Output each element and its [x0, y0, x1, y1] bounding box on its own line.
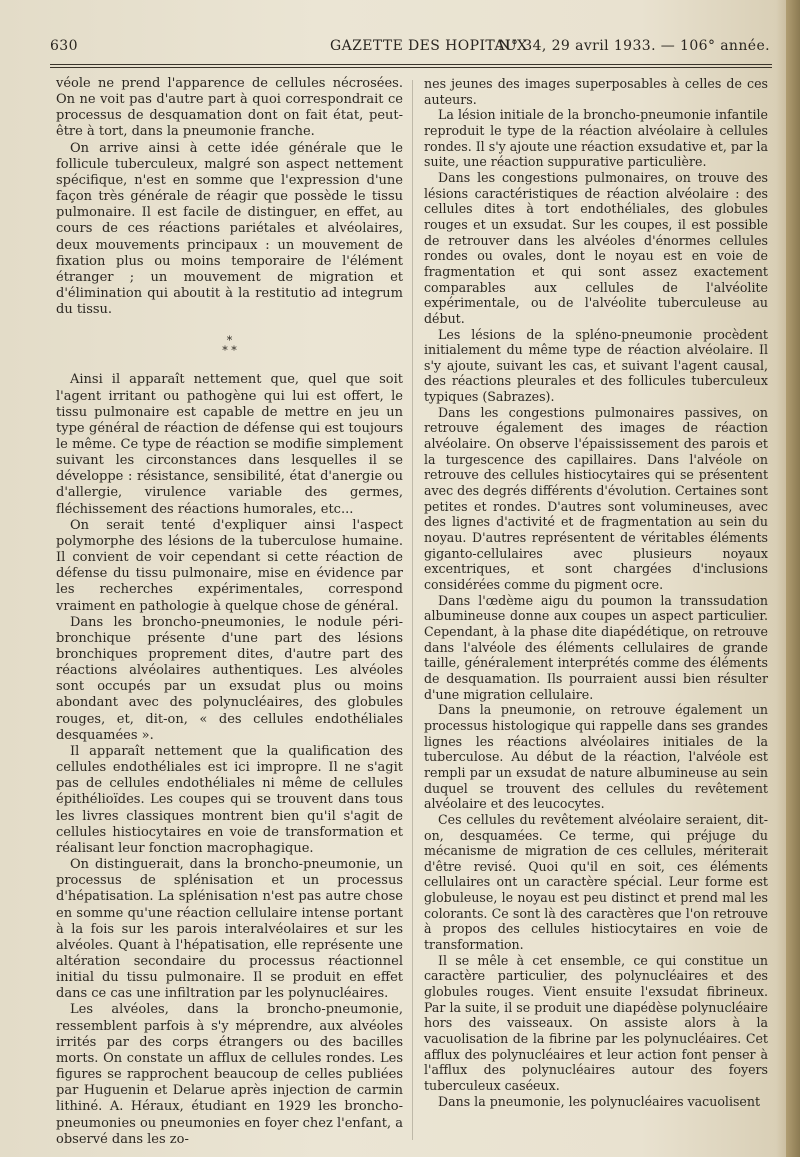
right-column [424, 76, 768, 1109]
paragraph: Les alvéoles, dans la broncho-pneumonie, ressemblent parfois à s'y méprendre, aux alvéoles irrités par des corps étrangers ou des bacilles morts. On constate un afflux de cellules rondes. Les figures se rapprochent beaucoup de celles publiées par Huguenin et Delarue après injection de carmin lithiné. A. Héraux, étudiant en 1929 les broncho-pneumonies ou pneumonies en foyer chez l'enfant, a observé dans les zo- [56, 1002, 403, 1147]
page-spine-edge [786, 0, 800, 1157]
paragraph: On serait tenté d'expliquer ainsi l'aspect polymorphe des lésions de la tuberculose humaine. Il convient de voir cependant si cette réaction de défense du tissu pulmonaire, mise en évidence par les recherches expérimentales, correspond vraiment en pathologie à quelque chose de général. [56, 517, 403, 614]
running-header [36, 38, 770, 60]
column-divider [412, 80, 413, 1140]
section-break-asterisks: * * * [222, 334, 237, 358]
paragraph: On distinguerait, dans la broncho-pneumonie, un processus de splénisation et un processus d'hépatisation. La splénisation n'est pas autre chose en somme qu'une réaction cellulaire intense portant à la fois sur les parois interalvéolaires et sur les alvéoles. Quant à l'hépatisation, elle représente une altération secondaire du processus réactionnel initial du tissu pulmonaire. Il se produit en effet dans ce cas une infiltration par les polynucléaires. [56, 857, 403, 1002]
paragraph: nes jeunes des images superposables à celles de ces auteurs. [424, 76, 768, 107]
journal-title: GAZETTE DES HOPITAUX [330, 38, 528, 54]
paragraph: Il se mêle à cet ensemble, ce qui constitue un caractère particulier, des polynucléaires et des globules rouges. Vient ensuite l'exsudat fibrineux. Par la suite, il se produit une diapédèse polynucléaire hors des vaisseaux. On assiste alors à la vacuolisation de la fibrine par les polynucléaires. Cet afflux des polynucléaires et leur action font penser à l'afflux des polynucléaires autour des foyers tuberculeux caséeux. [424, 952, 768, 1093]
left-column [56, 76, 403, 1148]
paragraph: Dans les congestions pulmonaires passives, on retrouve également des images de réaction alvéolaire. On observe l'épaississement des parois et la turgescence des capillaires. Dans l'alvéole on retrouve des cellules histiocytaires qui se présentent avec des degrés différents d'évolution. Certaines sont petites et rondes. D'autres sont volumineuses, avec des lignes d'activité et de fragmentation au sein du noyau. D'autres représentent de véritables éléments giganto-cellulaires avec plusieurs noyaux excentriques, et sont chargées d'inclusions considérées comme du pigment ocre. [424, 404, 768, 592]
paragraph: Dans la pneumonie, les polynucléaires vacuolisent [438, 1093, 761, 1109]
header-double-rule [50, 64, 772, 68]
paragraph: Il apparaît nettement que la qualification des cellules endothéliales est ici impropre. Il ne s'agit pas de cellules endothéliales ni même de cellules épithélioïdes. Les coupes qui se trouvent dans tous les livres classiques montrent bien qu'il s'agit de cellules histiocytaires en voie de transformation et réalisant leur fonction macrophagique. [56, 743, 403, 856]
paragraph: Les lésions de la spléno-pneumonie procèdent initialement du même type de réaction alvéolaire. Il s'y ajoute, suivant les cas, et suivant l'agent causal, des réactions pleurales et des follicules tuberculeux typiques (Sabrazes). [424, 326, 768, 405]
paragraph: Ainsi il apparaît nettement que, quel que soit l'agent irritant ou pathogène qui lui est offert, le tissu pulmonaire est capable de mettre en jeu un type général de réaction de défense qui est toujours le même. Ce type de réaction se modifie simplement suivant les circonstances dans lesquelles il se développe : résistance, sensibilité, état d'anergie ou d'allergie, virulence variable des germes, fléchissement des réactions humorales, etc... [56, 372, 403, 517]
paragraph: Dans l'œdème aigu du poumon la transsudation albumineuse donne aux coupes un aspect particulier. Cependant, à la phase dite diapédétique, on retrouve dans l'alvéole des éléments cellulaires de grande taille, généralement interprétés comme des éléments de desquamation. Ils pourraient aussi bien résulter d'une migration cellulaire. [424, 592, 768, 702]
paragraph: Dans la pneumonie, on retrouve également un processus histologique qui rappelle dans ses grandes lignes les réactions alvéolaires initiales de la tuberculose. Au début de la réaction, l'alvéole est rempli par un exsudat de nature albumineuse au sein duquel se trouvent des cellules du revêtement alvéolaire et des leucocytes. [424, 702, 768, 812]
paragraph: On arrive ainsi à cette idée générale que le follicule tuberculeux, malgré son aspect nettement spécifique, n'est en somme que l'expression d'une façon très générale de réagir que possède le tissu pulmonaire. Il est facile de distinguer, en effet, au cours de ces réactions pariétales et alvéolaires, deux mouvements principaux : un mouvement de fixation plus ou moins temporaire de l'élément étranger ; un mouvement de migration et d'élimination qui aboutit à la restitutio ad integrum du tissu. [56, 140, 403, 318]
page-number: 630 [50, 38, 78, 54]
paragraph: Ces cellules du revêtement alvéolaire seraient, dit-on, desquamées. Ce terme, qui préjuge du mécanisme de migration de ces cellules, mériterait d'être revisé. Quoi qu'il en soit, ces éléments cellulaires ont un caractère spécial. Leur forme est globuleuse, le noyau est peu distinct et prend mal les colorants. Ce sont là des caractères que l'on retrouve à propos des cellules histiocytaires en voie de transformation. [424, 811, 768, 953]
issue-info: N° 34, 29 avril 1933. — 106° année. [498, 38, 770, 54]
paragraph: La lésion initiale de la broncho-pneumonie infantile reproduit le type de la réaction alvéolaire à cellules rondes. Il s'y ajoute une réaction exsudative et, par la suite, une réaction suppurative particulière. [424, 107, 768, 170]
paragraph: Dans les broncho-pneumonies, le nodule péri-bronchique présente d'une part des lésions bronchiques proprement dites, d'autre part des réactions alvéolaires authentiques. Les alvéoles sont occupés par un exsudat plus ou moins abondant avec des polynucléaires, des globules rouges, et, dit-on, « des cellules endothéliales desquamées ». [56, 614, 403, 743]
paragraph: Dans les congestions pulmonaires, on trouve des lésions caractéristiques de réaction alvéolaire : des cellules dites à tort endothéliales, des globules rouges et un exsudat. Sur les coupes, il est possible de retrouver dans les alvéoles d'énormes cellules rondes ou ovales, dont le noyau est en voie de fragmentation et qui sont assez exactement comparables aux cellules de l'alvéolite expérimentale, ou de l'alvéolite tuberculeuse au début. [424, 169, 768, 326]
paragraph: véole ne prend l'apparence de cellules nécrosées. On ne voit pas d'autre part à quoi correspondrait ce processus de desquamation dont on fait état, peut-être à tort, dans la pneumonie franche. [56, 76, 403, 140]
